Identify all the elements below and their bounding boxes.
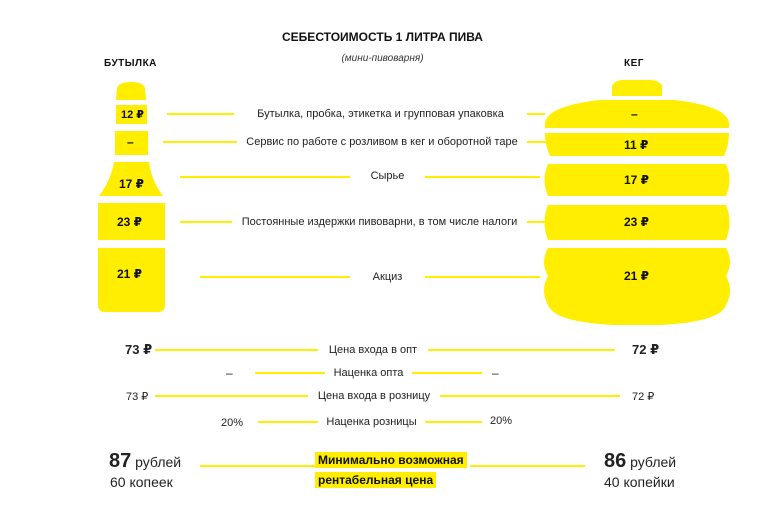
chart-title: СЕБЕСТОИМОСТЬ 1 ЛИТРА ПИВА xyxy=(282,30,483,44)
bottle-wholesale-price: 73 ₽ xyxy=(125,342,153,357)
keg-retail-markup: 20% xyxy=(490,415,513,427)
bottle-min-price xyxy=(109,451,181,472)
chart-subtitle: (мини-пивоварня) xyxy=(341,53,424,64)
bottle-value-packaging: 12 ₽ xyxy=(121,109,144,121)
label-fixed: Постоянные издержки пивоварни, в том числе налоги xyxy=(241,216,518,228)
bottle-value-service: – xyxy=(127,135,134,149)
label-wholesale-price: Цена входа в опт xyxy=(328,344,418,356)
keg-column-header: КЕГ xyxy=(624,58,644,69)
bottle-cap-shape xyxy=(116,82,146,100)
bottle-retail-markup: 20% xyxy=(221,417,244,429)
label-wholesale-markup: Наценка опта xyxy=(333,367,404,379)
label-raw: Сырье xyxy=(370,170,405,182)
label-excise: Акциз xyxy=(372,271,403,283)
keg-value-packaging: – xyxy=(631,107,638,121)
bottle-value-fixed: 23 ₽ xyxy=(117,215,143,229)
bottle-value-raw: 17 ₽ xyxy=(119,177,145,191)
keg-value-service: 11 ₽ xyxy=(624,138,649,152)
keg-min-price xyxy=(604,451,676,472)
bottle-min-price-unit: рублей xyxy=(135,454,182,470)
bottle-retail-entry-price: 73 ₽ xyxy=(126,391,149,403)
keg-value-raw: 17 ₽ xyxy=(624,173,650,187)
min-price-label-line1: Минимально возможная xyxy=(315,452,467,468)
label-retail-markup: Наценка розницы xyxy=(326,416,417,428)
min-price-label xyxy=(315,451,467,489)
label-service: Сервис по работе с розливом в кег и оборотной таре xyxy=(246,136,518,148)
bottle-column-header: БУТЫЛКА xyxy=(104,58,157,69)
keg-min-price-unit: рублей xyxy=(630,454,677,470)
keg-wholesale-markup: – xyxy=(492,366,499,380)
label-packaging: Бутылка, пробка, этикетка и групповая упаковка xyxy=(257,108,504,120)
bottle-min-price-rubles: 87 xyxy=(109,450,132,472)
keg-wholesale-price: 72 ₽ xyxy=(632,342,660,357)
keg-min-price-rubles: 86 xyxy=(604,450,627,472)
keg-min-price-kopecks: 40 копейки xyxy=(604,474,675,490)
bottle-value-excise: 21 ₽ xyxy=(117,267,143,281)
keg-value-fixed: 23 ₽ xyxy=(624,215,650,229)
min-price-label-line2: рентабельная цена xyxy=(315,472,436,488)
bottle-min-price-kopecks: 60 копеек xyxy=(110,474,173,490)
label-retail-entry-price: Цена входа в розницу xyxy=(317,390,431,402)
keg-top-knob xyxy=(612,80,662,96)
keg-value-excise: 21 ₽ xyxy=(624,269,650,283)
bottle-wholesale-markup: – xyxy=(226,366,233,380)
keg-retail-entry-price: 72 ₽ xyxy=(632,391,655,403)
keg-segment-excise xyxy=(544,248,730,325)
